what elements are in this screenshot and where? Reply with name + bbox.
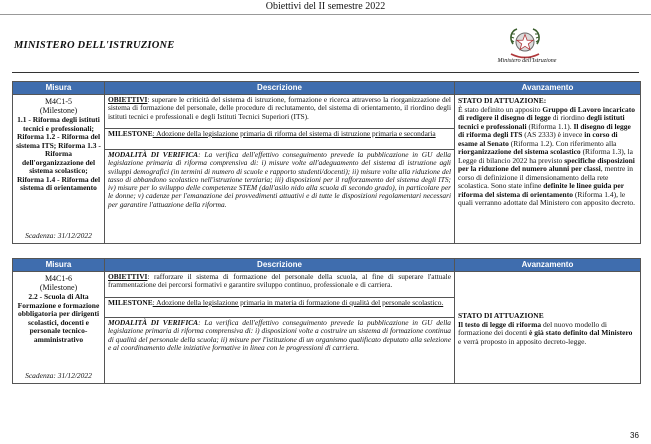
milestone-text: : Adozione della legislazione primaria di riforma del sistema di istruzione primaria e secondaria (152, 129, 436, 138)
status-text (458, 105, 635, 208)
column-header-descrizione: Descrizione (105, 259, 455, 272)
status-text-run: e verrà proposto in apposito decreto-legge. (458, 336, 587, 346)
measure-table-2 (12, 258, 641, 384)
emblem-caption: Ministero dell'Istruzione (497, 58, 557, 64)
verification-block (105, 318, 454, 353)
measure-kind: (Milestone) (39, 283, 78, 292)
measure-cell (13, 272, 105, 384)
measure-deadline: Scadenza: 31/12/2022 (25, 230, 92, 240)
page-header: Obiettivi del II semestre 2022 (265, 1, 386, 12)
status-text-run: di riordino (550, 113, 587, 122)
status-text-run: (Riforma 1.1). (526, 121, 574, 131)
measure-table-1 (12, 81, 641, 244)
measure-code: M4C1-5 (44, 97, 73, 106)
objectives-label: OBIETTIVI (108, 95, 148, 104)
milestone-label: MILESTONE (108, 129, 153, 138)
status-text-run: definite le linee guida per riforma del sistema di orientamento (458, 181, 624, 199)
status-text-run: Il disegno di legge di riforma degli ITS (458, 121, 631, 139)
measure-code: M4C1-6 (44, 274, 73, 283)
measure-cell (13, 95, 105, 244)
measure-kind: (Milestone) (39, 106, 78, 115)
milestone-label: MILESTONE (108, 298, 153, 307)
milestone-text: : Adozione della legislazione primaria in materia di formazione di qualità del personale scolastico. (152, 298, 444, 307)
column-header-avanzamento: Avanzamento (455, 259, 641, 272)
measure-title: 1.1 - Riforma degli istituti tecnici e professionali; Riforma 1.2 - Riforma del sistema ITS; Riforma 1.3 - Riforma dell'organizzazione del sistema scolastico; Riforma 1.4 - Riforma del sistema di orientamento (16, 115, 101, 192)
measure-deadline: Scadenza: 31/12/2022 (25, 370, 92, 380)
description-cell (105, 272, 455, 384)
status-text-run: degli istituti tecnici e professionali (458, 113, 625, 131)
status-title: STATO DI ATTUAZIONE: (458, 96, 547, 105)
status-text-run: Il testo di legge di riforma (458, 319, 542, 329)
objectives-text: : rafforzare il sistema di formazione del personale della scuola, al fine di superare l'attuale frammentazione dei percorsi formativi e garantire sviluppo continuo, professionale e di carriera. (108, 272, 451, 290)
objectives-block (105, 272, 454, 298)
verification-label: MODALITÀ DI VERIFICA (108, 150, 199, 159)
status-cell (455, 272, 641, 384)
status-text-run: (Riforma 1.4), le quali verranno adottate dal Ministero con apposito decreto. (458, 189, 636, 207)
milestone-block (105, 129, 454, 150)
description-cell (105, 95, 455, 244)
status-text-run: , mentre in corso di definizione il dimensionamento della rete scolastica. Sono state infine (458, 164, 634, 190)
status-cell (455, 95, 641, 244)
title-divider (12, 72, 639, 73)
header-divider (0, 14, 651, 15)
status-text-run: del nuovo modello di formazione dei docenti (458, 319, 607, 337)
verification-text: : La verifica dell'effettivo conseguimento prevede la pubblicazione in GU della legislazione primaria di riforma comprensiva di: i) disposizioni volte a costruire un sistema di formazione continua di qualità del personale della scuola; ii) misure per l'istituzione di un organismo qualificato deputato alla selezione e al coordinamento delle iniziative formative in linea con le progressioni di carriera. (108, 318, 451, 352)
status-text-run: È stato definito un apposito (458, 104, 543, 114)
verification-block (105, 150, 454, 210)
ministry-name: MINISTERO DELL'ISTRUZIONE (14, 40, 175, 51)
status-text-run: (Riforma 1.3), la Legge di bilancio 2022 ha previsto (458, 147, 633, 165)
measure-title: 2.2 - Scuola di Alta Formazione e formazione obbligatoria per dirigenti scolastici, docenti e personale tecnico-amministrativo (17, 292, 100, 344)
status-text-run: Gruppo di Lavoro incaricato di redigere il disegno di legge (458, 104, 635, 122)
column-header-misura: Misura (13, 259, 105, 272)
verification-label: MODALITÀ DI VERIFICA (108, 318, 199, 327)
status-text-run: è già stato definito dal Ministero (529, 328, 633, 337)
milestone-block (105, 298, 454, 318)
status-text (458, 320, 632, 346)
column-header-avanzamento: Avanzamento (455, 82, 641, 95)
verification-text: : La verifica dell'effettivo conseguimento prevede la pubblicazione in GU della legislazione primaria di riforma comprensiva di: i) misure volte all'adeguamento del sistema di istruzione agli sviluppi demografici (in termini di numero di scuole e rapporto studenti/docenti); ii) misure volte alla riduzione del tasso di abbandono scolastico nell'istruzione terziaria; iii) disposizioni per il rafforzamento del sistema degli ITS; iv) misure per lo sviluppo delle competenze STEM (dall'asilo nido alla scuola di secondo grado), in particolare per le donne; v) cadenze per l'emanazione dei provvedimenti attuativi e di tutte le disposizioni regolamentari necessari per garantire l'attuazione della riforma. (108, 150, 451, 209)
objectives-block (105, 95, 454, 129)
status-text-run: (AS 2333) è invece (522, 130, 585, 139)
column-header-misura: Misura (13, 82, 105, 95)
status-title: STATO DI ATTUAZIONE (458, 311, 544, 320)
status-text-run: in corso di esame al Senato (458, 130, 618, 148)
status-text-run: (Riforma 1.2). Con riferimento alla (508, 138, 617, 148)
column-header-descrizione: Descrizione (105, 82, 455, 95)
page-number: 36 (630, 431, 639, 440)
status-text-run: specifiche disposizioni per la riduzione del numero alunni per classi (458, 155, 635, 173)
status-text-run: riorganizzazione del sistema scolastico (458, 147, 581, 156)
objectives-label: OBIETTIVI (108, 272, 148, 281)
objectives-text: : superare le criticità del sistema di istruzione, formazione e ricerca attraverso la riorganizzazione del sistema di formazione del personale, delle procedure di reclutamento, del sistema di orientamento, il riordino degli istituti tecnici e professionali e degli Istituti Tecnici Superiori (ITS). (108, 95, 451, 121)
